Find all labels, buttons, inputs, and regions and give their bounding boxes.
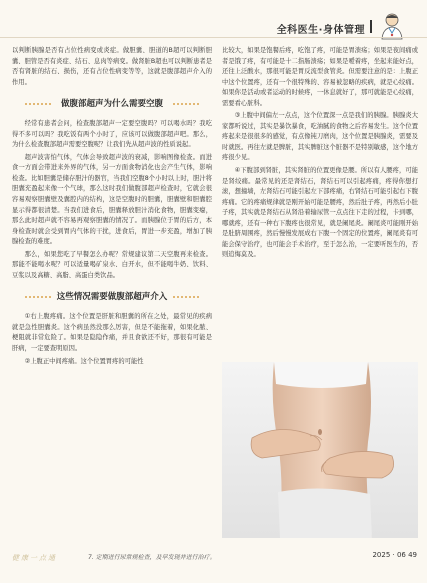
column-title: 全科医生·身体管理 bbox=[276, 25, 365, 36]
page-header bbox=[0, 8, 417, 38]
doctor-avatar-icon bbox=[377, 10, 407, 40]
heading-ornament bbox=[172, 296, 200, 298]
paragraph: ②上腹正中间疼痛。这个位置胃疼的可能性 bbox=[24, 357, 144, 365]
paragraph: 比较大，如果是饱餐后疼，吃饱了疼，可能是胃溃疡；如果是夜间痛或者是饿了疼，有可能是十二指肠溃疡；如果是嗳着疼，坐起来能好点，还往上泛酸水，那很可能是胃反流型食管炎。但需要注意的是：上腹正中这个位置疼，还有一个很特殊的、容易被忽略的疾病，就是心绞痛。如果你是活动或者运动的时候疼，一休息就好了，那可就能是心绞痛，需要看心脏科。 bbox=[222, 47, 418, 107]
heading-ornament bbox=[24, 296, 52, 298]
heading-ornament bbox=[24, 103, 52, 105]
section-heading-text: 做腹部超声为什么需要空腹 bbox=[60, 99, 163, 110]
footer-tip: 7. 定期进行尿常规检查，及早发现并进行治疗。 bbox=[88, 554, 216, 561]
section-heading bbox=[12, 290, 212, 304]
issue-and-page-number: 2025 · 06 49 bbox=[372, 551, 417, 559]
abdominal-pain-photo bbox=[222, 362, 418, 538]
paragraph: ①右上腹疼痛。这个位置是肝脏和胆囊的所在之处，最常见的疾病就是急性胆囊炎。这个病虽然没那么厉害，但是不能拖着，如果化脓、梗阻就非常危险了。如果是隐隐作痛，并且食欲还不好，那很有可能是肝病，一定要查明原因。 bbox=[12, 313, 212, 353]
heading-ornament bbox=[172, 103, 200, 105]
abdominal-pain-illustration bbox=[222, 362, 418, 538]
section-heading-text: 这些情况需要做腹部超声介入 bbox=[56, 292, 168, 303]
section-heading bbox=[12, 97, 212, 111]
paragraph: 那么，如果您吃了早餐怎么办呢？常规建议第二天空腹再来检查。那能不能喝水呢？可以适量喝矿泉水、白开水，但不能喝牛奶、饮料、豆浆以及高糖、高脂、高蛋白类饮品。 bbox=[12, 250, 212, 279]
paragraph: ③上腹中间偏左一点点，这个位置深一点是我们的胰腺。胰腺炎大家都听说过，其实是暴饮暴食，吃油腻的食物之后容易发生。这个位置疼起来是很很多的感觉，有点像钝刀磨肉，这个位置是胰腺炎，需要及时就医。再往左就是脾脏，其实脾脏这个脏器不是特别敏感，这个地方疼很少见。 bbox=[222, 112, 418, 162]
header-rule bbox=[0, 37, 427, 38]
magazine-logo: 健康一点通 bbox=[12, 554, 57, 562]
header-divider bbox=[370, 20, 372, 33]
paragraph: ④下腹部到肾脏，其实肾脏的位置更像是腰。所以有人腰疼，可能是肾绞痛。最常见的还是肾结石，肾结石可以引起疼痛，疼得你想打滚，想撞墙，左肾结石可能引起左下部疼痛，右肾结石可能引起右下腹疼痛。它的疼痛规律就是刚开始可能是腰疼，然后肚子疼，再然后小肚子疼，其实就是肾结石从肾沿着输尿管一点点往下走的过程，卡到哪，哪就疼，还有一种右下腹疼也很常见，就是阑尾炎。阑尾炎可能刚开始是肚脐周围疼，然后慢慢发展成右下腹一个固定的位置疼，阑尾炎有可能会保守治疗，也可能会手术治疗，至于怎么治，一定要听医生的，否则追悔莫及。 bbox=[222, 167, 418, 259]
right-column bbox=[222, 46, 418, 263]
paragraph: 以判断胰腺是否有占位性病变或炎症。做胆囊、胆道的B超可以判断胆囊、胆管是否有炎症、结石、息肉等病变。做肾脏B超也可以判断患者是否有肾脏的结石、损伤，还有占位性病变等等，这就是腹部超声介入的作用。 bbox=[12, 47, 212, 86]
paragraph: 经常有患者会问，检查腹部超声一定要空腹吗？可以喝水吗？我吃得不多可以吗？我吃饭有两个小时了，应该可以做腹部超声吧。那么，为什么检查腹部超声需要空腹呢？让我们先从超声波的性质说起。 bbox=[12, 120, 212, 149]
paragraph: 超声波害怕气体，气体会导致超声波的衰减，影响图像检查。而进食一方面会带进来外界的气体，另一方面食物消化也会产生气体，影响检查。比如胆囊是储存胆汁的器官，当我们空腹8个小时以上时，胆汁将胆囊充盈起来像一个气球，那么这时我们做腹部超声检查时，它就会很容易观察胆囊壁及囊腔内的结构，这是空腹时的胆囊，胆囊壁和胆囊腔显示得都很清楚。当我们进食后，胆囊释放胆汁消化食物，胆囊变瘪，那么此时超声就不容易再观察胆囊的情况了。而胰腺位于胃的后方，本身检查时就会受到胃内气体的干扰，进食后，胃进一步充盈，增加了胰腺检查的难度。 bbox=[12, 153, 212, 246]
left-column bbox=[12, 46, 212, 369]
